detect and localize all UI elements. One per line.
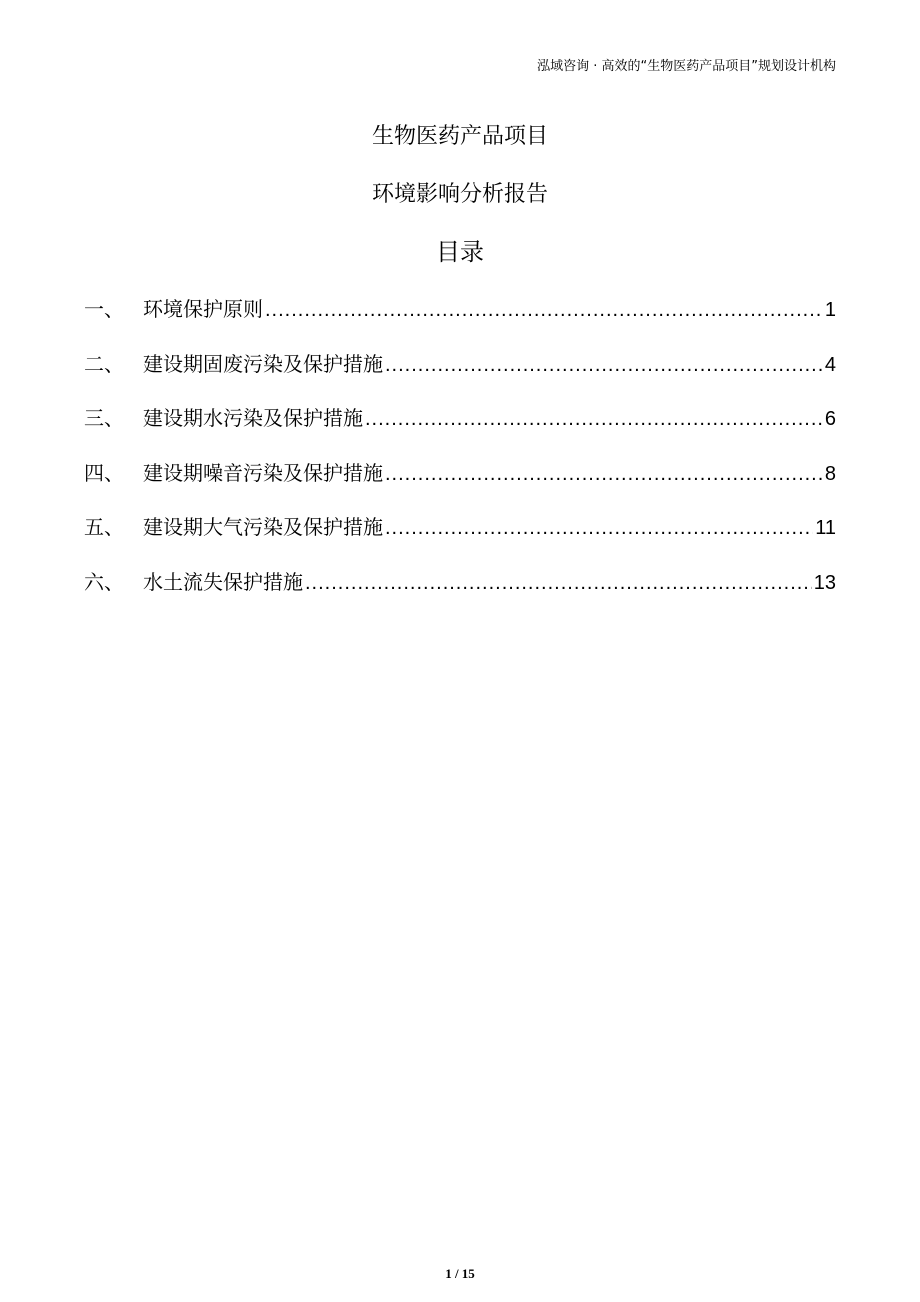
toc-entry-page: 6 [824,408,836,431]
toc-entry-6[interactable] [84,563,836,618]
toc-dot-leader [385,509,813,547]
toc-entry-title: 建设期噪音污染及保护措施 [143,460,383,485]
toc-entry-page: 13 [813,571,836,594]
toc-entry-title: 建设期固废污染及保护措施 [143,351,383,376]
toc-entry-title: 建设期水污染及保护措施 [143,406,363,431]
toc-entry-4[interactable] [84,454,836,509]
toc-entry-title: 环境保护原则 [143,297,263,321]
toc-entry-page: 8 [824,462,836,485]
toc-heading: 目录 [436,238,484,266]
toc-entry-title: 建设期大气污染及保护措施 [143,515,383,540]
project-title: 生物医药产品项目 [371,124,548,149]
toc-entry-page: 4 [824,353,836,376]
report-title: 环境影响分析报告 [371,182,548,207]
toc-dot-leader [385,346,823,384]
page-number: 1 / 15 [445,1266,475,1281]
toc-entry-number: 二、 [84,351,124,376]
toc-entry-number: 三、 [84,406,124,431]
toc-entry-5[interactable] [84,508,836,563]
toc-entry-number: 六、 [84,569,124,594]
toc-dot-leader [265,291,823,329]
toc-entry-page: 11 [815,517,836,540]
toc-dot-leader [365,400,823,438]
toc-entry-number: 五、 [84,515,124,540]
toc-dot-leader [305,564,812,602]
toc-entry-title: 水土流失保护措施 [143,569,303,594]
table-of-contents [84,290,836,618]
toc-entry-page: 1 [824,299,836,321]
toc-entry-2[interactable] [84,345,836,400]
page-header: 泓域咨询 · 高效的“生物医药产品项目”规划设计机构 [537,59,836,74]
toc-dot-leader [385,455,823,493]
toc-entry-number: 四、 [84,460,124,485]
toc-entry-1[interactable] [84,290,836,345]
toc-entry-number: 一、 [84,297,124,321]
toc-entry-3[interactable] [84,399,836,454]
